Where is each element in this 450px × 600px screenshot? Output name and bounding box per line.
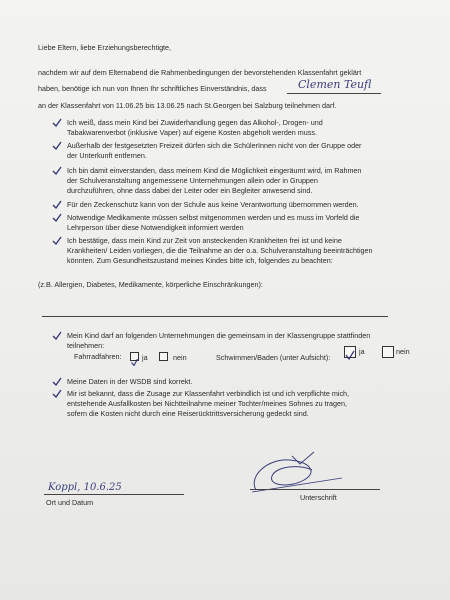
check-mark-icon: [52, 118, 62, 127]
bike-no-label: nein: [173, 353, 187, 362]
student-name-line: [287, 93, 381, 94]
bike-yes-checkbox[interactable]: [130, 352, 139, 361]
item-6-line-3: könnten. Zum Gesundheitszustand meines Kindes bitte ich, folgendes zu beachten:: [67, 256, 333, 265]
bike-no-checkbox[interactable]: [159, 352, 168, 361]
bike-label: Fahrradfahren:: [74, 352, 122, 361]
item-1-line-2: Tabakwarenverbot (inklusive Vaper) auf eigene Kosten abgeholt werden muss.: [67, 128, 317, 137]
item-6-line-2: Krankheiten/ Leiden vorliegen, die die Teilnahme an der o.a. Schulveranstaltung beeinträchtigen: [67, 246, 373, 255]
item-5-line-1: Notwendige Medikamente müssen selbst mitgenommen werden und es muss im Vorfeld die: [67, 213, 360, 222]
place-date-value: Koppl, 10.6.25: [48, 482, 122, 493]
check-mark-icon: [345, 350, 355, 360]
swim-yes-checkbox[interactable]: [344, 346, 356, 358]
binding-line-1: Mir ist bekannt, dass die Zusage zur Klassenfahrt verbindlich ist und ich verpflichte mich,: [67, 389, 350, 398]
signature-line: [250, 489, 380, 490]
check-mark-icon: [52, 389, 62, 398]
health-notes-line: [42, 316, 388, 317]
check-mark-icon: [52, 377, 62, 386]
swim-label: Schwimmen/Baden (unter Aufsicht):: [216, 353, 331, 362]
item-5-line-2: Lehrperson über diese Notwendigkeit informiert werden: [67, 223, 244, 232]
item-1-line-1: Ich weiß, dass mein Kind bei Zuwiderhandlung gegen das Alkohol-, Drogen- und: [67, 118, 323, 127]
item-3-line-3: durchzuführen, ohne dass dabei der Leiter oder ein Begleiter anwesend sind.: [67, 186, 313, 195]
check-mark-icon: [52, 166, 62, 175]
item-3-line-1: Ich bin damit einverstanden, dass meinem Kind die Möglichkeit eingeräumt wird, im Rahmen: [67, 166, 362, 175]
swim-yes-label: ja: [359, 347, 365, 356]
intro-line-1: nachdem wir auf dem Elternabend die Rahmenbedingungen der bevorstehenden Klassenfahrt geklärt: [38, 68, 362, 77]
wsdb-line: Meine Daten in der WSDB sind korrekt.: [67, 377, 193, 386]
item-2-line-2: der Unterkunft entfernen.: [67, 151, 147, 160]
signature-label: Unterschrift: [300, 493, 337, 502]
check-mark-icon: [131, 359, 138, 366]
check-mark-icon: [52, 331, 62, 340]
health-hint: (z.B. Allergien, Diabetes, Medikamente, körperliche Einschränkungen):: [38, 280, 263, 289]
item-2-line-1: Außerhalb der festgesetzten Freizeit dürfen sich die SchülerInnen nicht von der Gruppe oder: [67, 141, 362, 150]
check-mark-icon: [52, 200, 62, 209]
item-6-line-1: Ich bestätige, dass mein Kind zur Zeit von ansteckenden Krankheiten frei ist und keine: [67, 236, 342, 245]
activities-line-2: teilnehmen:: [67, 341, 105, 350]
item-3-line-2: der Schulveranstaltung angemessene Unternehmungen allein oder in Gruppen: [67, 176, 318, 185]
activities-line-1: Mein Kind darf an folgenden Unternehmungen die gemeinsam in der Klassengruppe stattfinden: [67, 331, 371, 340]
check-mark-icon: [52, 236, 62, 245]
check-mark-icon: [52, 141, 62, 150]
intro-line-3: an der Klassenfahrt von 11.06.25 bis 13.06.25 nach St.Georgen bei Salzburg teilnehmen darf.: [38, 101, 337, 110]
binding-line-3: sofern die Kosten nicht durch eine Reiserücktrittsversicherung gedeckt sind.: [67, 409, 309, 418]
place-date-line: [44, 494, 184, 495]
check-mark-icon: [52, 213, 62, 222]
swim-no-label: nein: [396, 347, 410, 356]
place-date-label: Ort und Datum: [46, 498, 94, 507]
student-name: Clemen Teufl: [298, 78, 372, 91]
binding-line-2: entstehende Ausfallkosten bei Nichtteilnahme meiner Tochter/meines Sohnes zu tragen,: [67, 399, 347, 408]
bike-yes-label: ja: [142, 353, 148, 362]
swim-no-checkbox[interactable]: [382, 346, 394, 358]
greeting: Liebe Eltern, liebe Erziehungsberechtigte,: [38, 43, 172, 52]
intro-line-2: haben, benötige ich nun von Ihnen Ihr schriftliches Einverständnis, dass: [38, 84, 267, 93]
item-4-line-1: Für den Zeckenschutz kann von der Schule aus keine Verantwortung übernommen werden.: [67, 200, 359, 209]
